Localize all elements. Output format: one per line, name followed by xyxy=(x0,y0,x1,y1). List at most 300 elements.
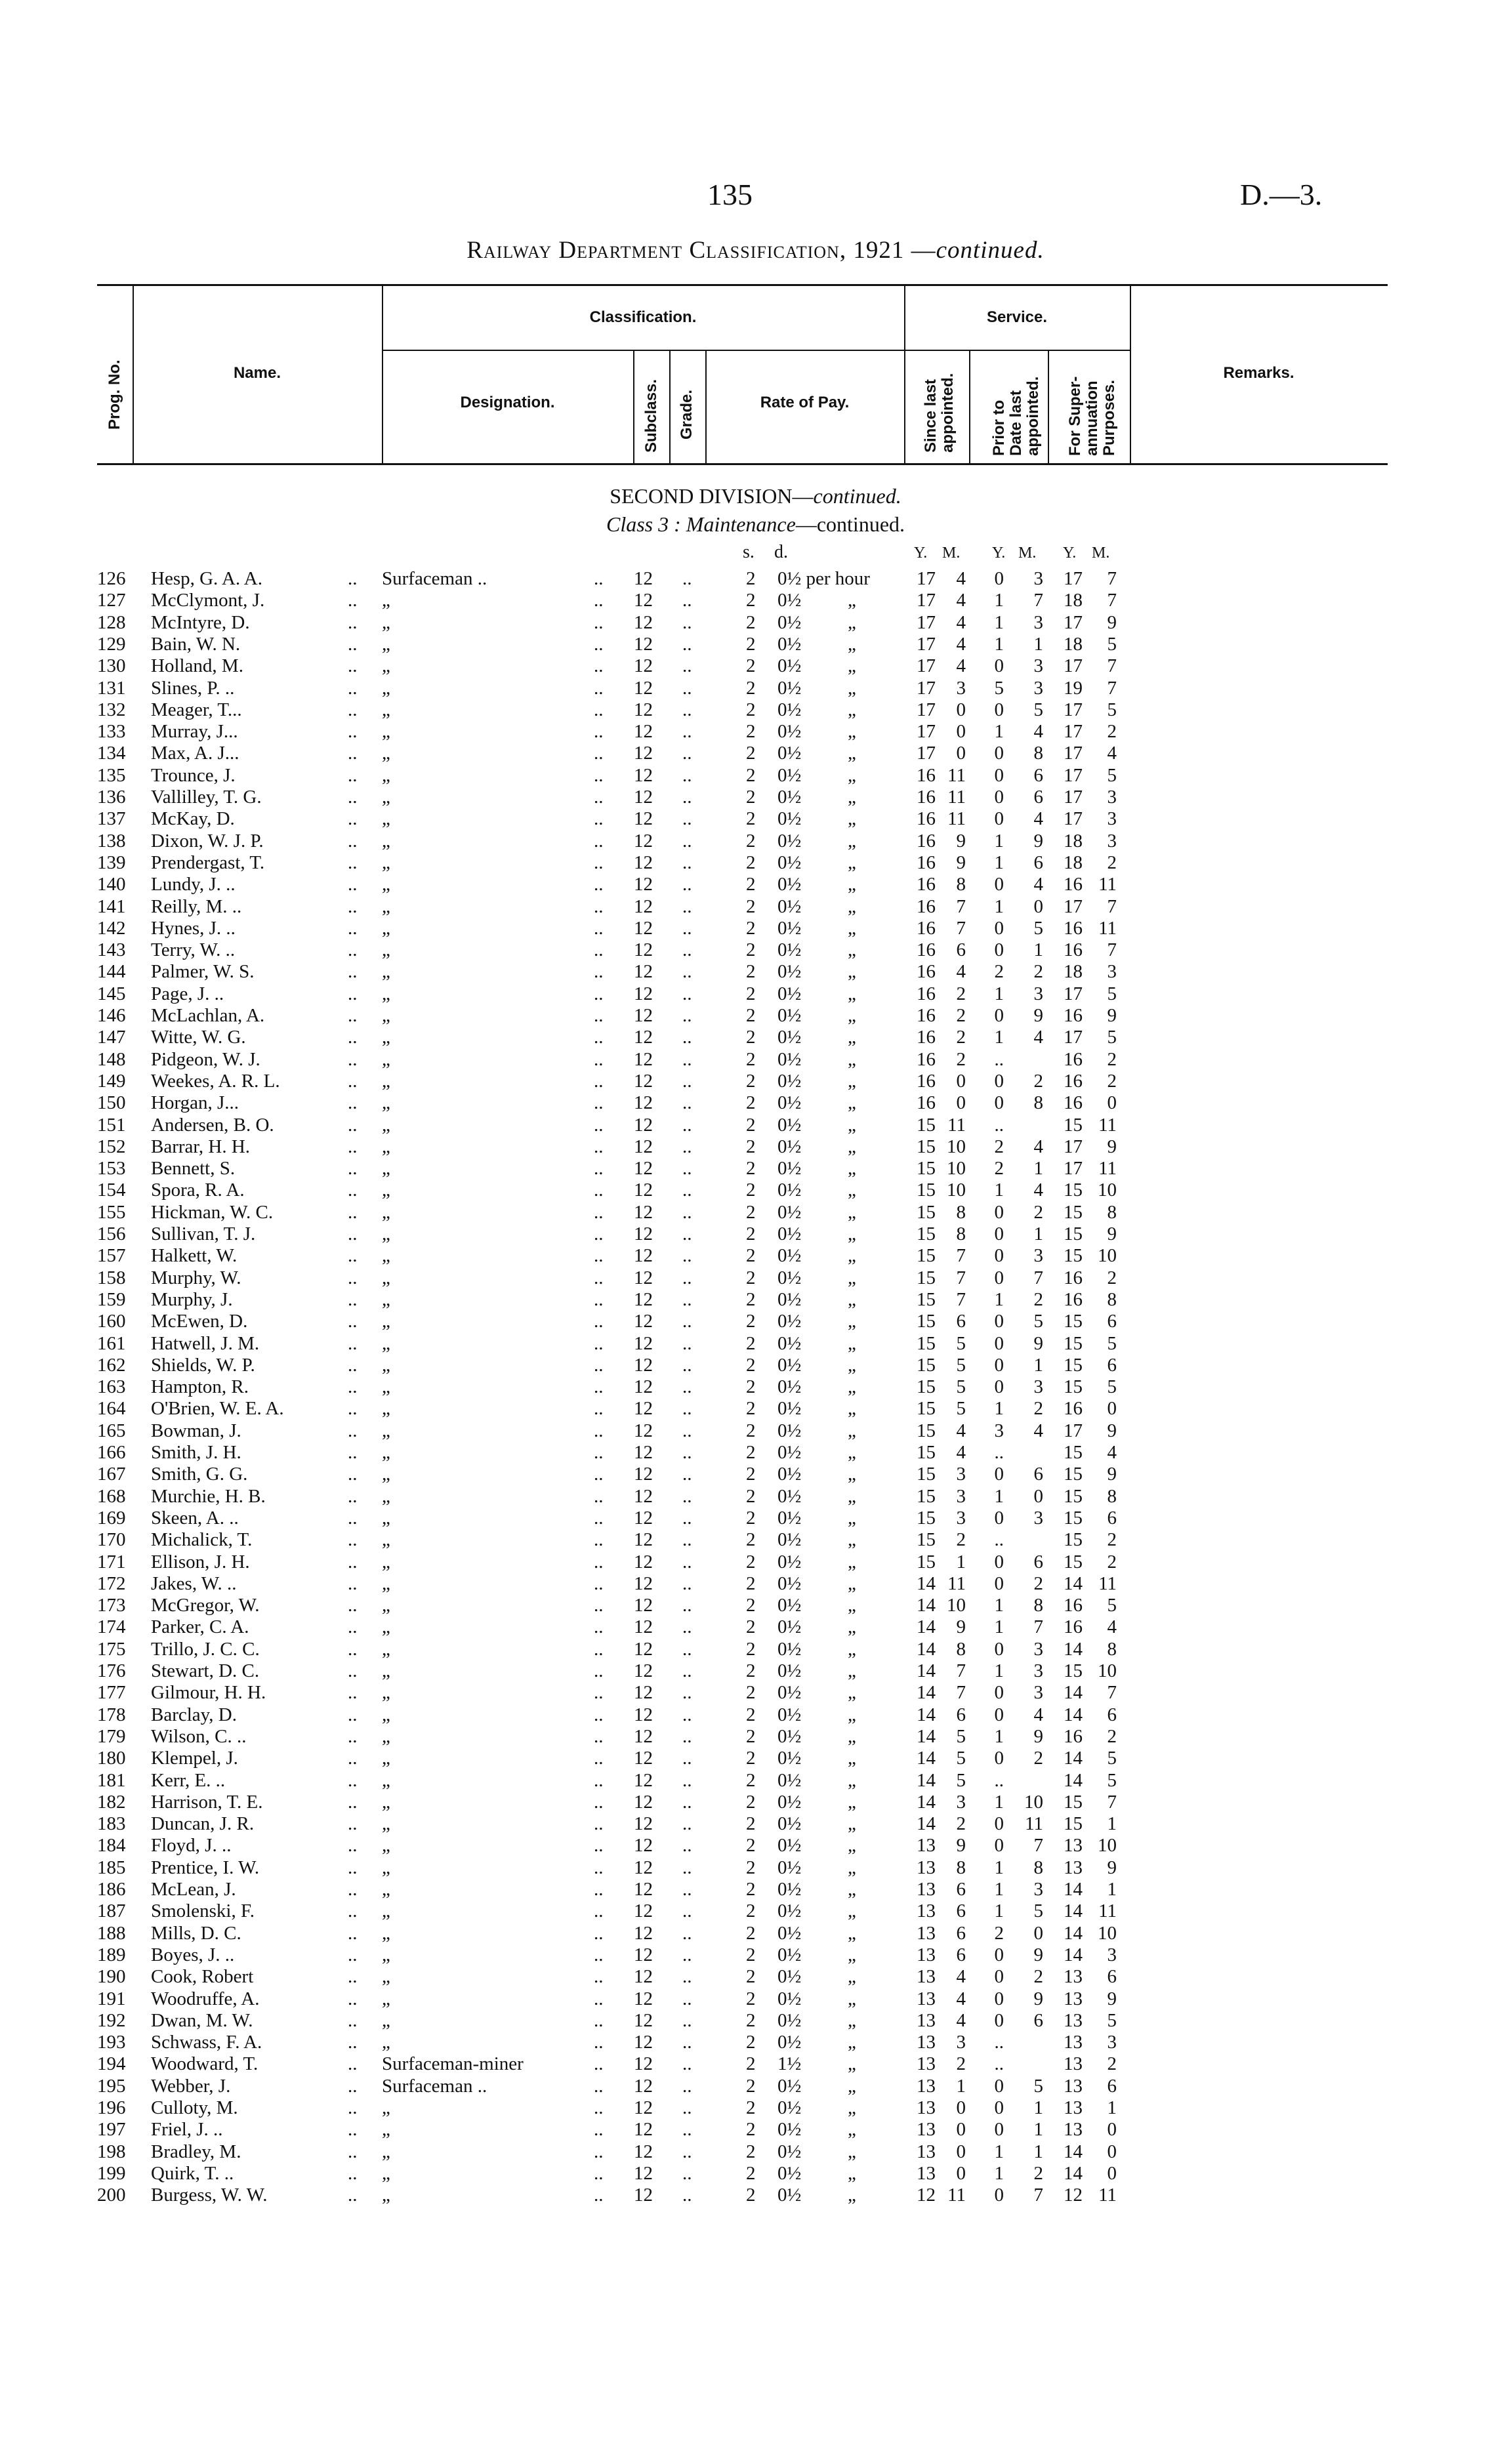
table-row xyxy=(0,1180,1511,1201)
cell-subclass: 12 xyxy=(634,1288,653,1310)
cell-name: Ellison, J. H. xyxy=(151,1551,250,1572)
cell-leader: .. xyxy=(594,1922,604,1944)
cell-rate-pence: 0½ xyxy=(777,1376,802,1398)
cell-leader: .. xyxy=(682,2162,692,2184)
cell-prior-months: 1 xyxy=(1033,2141,1043,2162)
cell-super-years: 15 xyxy=(1064,1813,1083,1835)
cell-rate-shillings: 2 xyxy=(746,1988,756,2009)
section-continued: continued. xyxy=(813,484,901,508)
cell-leader: .. xyxy=(348,1070,358,1092)
cell-rate-pence: 0½ xyxy=(777,1070,802,1092)
cell-rate-pence: 0½ xyxy=(777,1158,802,1180)
cell-prog-no: 181 xyxy=(97,1769,126,1791)
cell-rate-shillings: 2 xyxy=(746,1551,756,1572)
table-row xyxy=(0,1027,1511,1048)
cell-rate-shillings: 2 xyxy=(746,2009,756,2031)
header-subclass: Subclass. xyxy=(642,379,660,453)
cell-super-months: 11 xyxy=(1098,1158,1117,1180)
cell-rate-pence: 0½ xyxy=(777,852,802,873)
cell-leader: .. xyxy=(348,699,358,720)
cell-rate-shillings: 2 xyxy=(746,655,756,677)
cell-rate-shillings: 2 xyxy=(746,1158,756,1180)
cell-prior-months: 9 xyxy=(1033,1944,1043,1965)
cell-leader: .. xyxy=(594,1180,604,1201)
cell-leader: .. xyxy=(348,1311,358,1332)
cell-since-months: 7 xyxy=(956,1682,966,1704)
cell-rate-pence: 0½ xyxy=(777,1398,802,1420)
cell-since-years: 16 xyxy=(917,874,936,895)
cell-super-months: 0 xyxy=(1107,1092,1117,1114)
cell-since-months: 7 xyxy=(956,1267,966,1288)
cell-designation: „ xyxy=(382,1660,390,1681)
cell-designation: „ xyxy=(382,1748,390,1769)
cell-prior-months: 3 xyxy=(1033,1507,1043,1529)
cell-subclass: 12 xyxy=(634,1704,653,1725)
cell-since-years: 14 xyxy=(917,1704,936,1725)
cell-since-months: 0 xyxy=(956,699,966,720)
cell-leader: .. xyxy=(594,699,604,720)
cell-prog-no: 193 xyxy=(97,2032,126,2053)
cell-designation: „ xyxy=(382,1595,390,1616)
cell-super-months: 9 xyxy=(1107,1005,1117,1026)
table-row xyxy=(0,2141,1511,2163)
cell-leader: .. xyxy=(594,1354,604,1376)
cell-super-years: 17 xyxy=(1064,655,1083,677)
cell-name: Lundy, J. .. xyxy=(151,874,236,895)
cell-leader: .. xyxy=(348,2119,358,2141)
cell-prog-no: 154 xyxy=(97,1180,126,1201)
header-prog-no: Prog. No. xyxy=(106,359,123,430)
cell-leader: .. xyxy=(594,1572,604,1594)
cell-super-years: 17 xyxy=(1064,787,1083,808)
cell-rate-shillings: 2 xyxy=(746,1223,756,1244)
cell-since-years: 13 xyxy=(917,1966,936,1988)
cell-super-years: 16 xyxy=(1064,917,1083,939)
cell-super-months: 5 xyxy=(1107,699,1117,720)
cell-since-years: 15 xyxy=(917,1354,936,1376)
cell-leader: .. xyxy=(348,1813,358,1835)
cell-name: Bowman, J. xyxy=(151,1420,241,1441)
cell-leader: .. xyxy=(348,1791,358,1813)
cell-super-years: 16 xyxy=(1064,1398,1083,1420)
cell-prior-years: 0 xyxy=(994,1092,1004,1114)
header-designation: Designation. xyxy=(460,394,555,411)
cell-designation: „ xyxy=(382,874,390,895)
cell-leader: .. xyxy=(682,1857,692,1878)
cell-leader: .. xyxy=(682,1114,692,1136)
cell-since-years: 13 xyxy=(917,2119,936,2141)
cell-super-years: 15 xyxy=(1064,1311,1083,1332)
cell-since-years: 15 xyxy=(917,1245,936,1267)
table-row xyxy=(0,1813,1511,1835)
cell-super-years: 12 xyxy=(1064,2185,1083,2206)
cell-leader: .. xyxy=(594,1245,604,1267)
header-remarks: Remarks. xyxy=(1223,364,1294,382)
cell-since-years: 13 xyxy=(917,2162,936,2184)
unit-y1: Y. xyxy=(914,544,928,562)
cell-ditto: „ xyxy=(848,917,856,939)
cell-prior-months: 3 xyxy=(1033,1682,1043,1704)
cell-subclass: 12 xyxy=(634,1529,653,1551)
cell-subclass: 12 xyxy=(634,1572,653,1594)
cell-since-years: 16 xyxy=(917,1092,936,1114)
cell-since-months: 1 xyxy=(956,1551,966,1572)
cell-ditto: „ xyxy=(848,1748,856,1769)
col-divider-since xyxy=(969,350,970,463)
cell-subclass: 12 xyxy=(634,1027,653,1048)
cell-leader: .. xyxy=(594,2075,604,2097)
cell-rate-shillings: 2 xyxy=(746,1725,756,1747)
header-prior-to-date: Prior to Date last appointed. xyxy=(990,376,1042,456)
title-continued: continued. xyxy=(936,237,1045,264)
table-row xyxy=(0,874,1511,895)
cell-since-months: 8 xyxy=(956,1857,966,1878)
cell-super-months: 9 xyxy=(1107,1420,1117,1441)
title-year: , 1921 — xyxy=(839,237,936,264)
cell-prog-no: 168 xyxy=(97,1485,126,1507)
cell-leader: .. xyxy=(348,1748,358,1769)
cell-leader: .. xyxy=(348,1529,358,1551)
cell-since-months: 4 xyxy=(956,1988,966,2009)
cell-ditto: „ xyxy=(848,1464,856,1485)
cell-designation: „ xyxy=(382,1136,390,1157)
cell-prior-years: 1 xyxy=(994,1857,1004,1878)
cell-leader: .. xyxy=(348,1136,358,1157)
cell-since-years: 17 xyxy=(917,699,936,720)
cell-rate-pence: 0½ xyxy=(777,1288,802,1310)
cell-leader: .. xyxy=(594,1704,604,1725)
unit-y3: Y. xyxy=(1063,544,1077,562)
cell-name: McKay, D. xyxy=(151,808,235,830)
cell-rate-pence: 0½ xyxy=(777,1704,802,1725)
cell-designation: „ xyxy=(382,743,390,764)
cell-designation: „ xyxy=(382,1442,390,1463)
cell-since-months: 0 xyxy=(956,1092,966,1114)
cell-name: Murray, J... xyxy=(151,721,238,743)
cell-since-months: 7 xyxy=(956,917,966,939)
cell-leader: .. xyxy=(682,852,692,873)
cell-prior-years: 1 xyxy=(994,1485,1004,1507)
cell-since-years: 13 xyxy=(917,1922,936,1944)
cell-leader: .. xyxy=(682,1288,692,1310)
cell-leader: .. xyxy=(348,677,358,699)
cell-leader: .. xyxy=(594,764,604,786)
cell-ditto: „ xyxy=(848,1332,856,1354)
cell-leader: .. xyxy=(594,1529,604,1551)
unit-m2: M. xyxy=(1018,544,1037,562)
cell-since-years: 17 xyxy=(917,590,936,611)
cell-rate-shillings: 2 xyxy=(746,1900,756,1922)
cell-ditto: „ xyxy=(848,590,856,611)
cell-name: Floyd, J. .. xyxy=(151,1835,232,1857)
table-row xyxy=(0,1551,1511,1573)
cell-designation: „ xyxy=(382,721,390,743)
cell-super-years: 17 xyxy=(1064,1027,1083,1048)
cell-since-years: 15 xyxy=(917,1376,936,1398)
cell-name: Gilmour, H. H. xyxy=(151,1682,266,1704)
table-row xyxy=(0,1223,1511,1245)
cell-subclass: 12 xyxy=(634,1114,653,1136)
cell-ditto: „ xyxy=(848,1267,856,1288)
cell-subclass: 12 xyxy=(634,1966,653,1988)
cell-prior-years: 0 xyxy=(994,939,1004,961)
cell-leader: .. xyxy=(594,1288,604,1310)
cell-leader: .. xyxy=(348,874,358,895)
cell-prior-years: 0 xyxy=(994,787,1004,808)
cell-since-years: 12 xyxy=(917,2185,936,2206)
table-row xyxy=(0,634,1511,655)
cell-leader: .. xyxy=(594,1616,604,1638)
cell-rate-pence: 0½ xyxy=(777,1748,802,1769)
class-heading xyxy=(0,512,1511,537)
cell-since-years: 14 xyxy=(917,1660,936,1681)
cell-prior-years: 0 xyxy=(994,1005,1004,1026)
cell-rate-shillings: 2 xyxy=(746,2162,756,2184)
cell-prior-months: 1 xyxy=(1033,1158,1043,1180)
cell-prog-no: 167 xyxy=(97,1464,126,1485)
cell-rate-pence: 0½ xyxy=(777,1813,802,1835)
cell-leader: .. xyxy=(348,1725,358,1747)
cell-name: Klempel, J. xyxy=(151,1748,238,1769)
cell-leader: .. xyxy=(348,1595,358,1616)
cell-since-years: 13 xyxy=(917,1857,936,1878)
cell-super-months: 6 xyxy=(1107,1704,1117,1725)
cell-prior-years: 0 xyxy=(994,1070,1004,1092)
cell-since-years: 16 xyxy=(917,961,936,983)
cell-since-months: 6 xyxy=(956,1704,966,1725)
cell-designation: „ xyxy=(382,1857,390,1878)
cell-rate-shillings: 2 xyxy=(746,1507,756,1529)
cell-rate-shillings: 2 xyxy=(746,633,756,655)
cell-subclass: 12 xyxy=(634,1442,653,1463)
cell-leader: .. xyxy=(682,983,692,1004)
cell-subclass: 12 xyxy=(634,983,653,1004)
cell-subclass: 12 xyxy=(634,1332,653,1354)
cell-super-years: 16 xyxy=(1064,1595,1083,1616)
cell-designation: „ xyxy=(382,939,390,961)
cell-name: Webber, J. xyxy=(151,2075,231,2097)
cell-subclass: 12 xyxy=(634,1048,653,1070)
cell-super-months: 8 xyxy=(1107,1638,1117,1660)
cell-designation: „ xyxy=(382,2119,390,2141)
cell-ditto: „ xyxy=(848,874,856,895)
cell-prior-years: 2 xyxy=(994,1922,1004,1944)
cell-designation: „ xyxy=(382,1725,390,1747)
cell-since-months: 0 xyxy=(956,1070,966,1092)
cell-subclass: 12 xyxy=(634,1245,653,1267)
cell-super-years: 15 xyxy=(1064,1180,1083,1201)
cell-since-months: 9 xyxy=(956,1835,966,1857)
cell-super-months: 3 xyxy=(1107,1944,1117,1965)
cell-since-months: 4 xyxy=(956,1420,966,1441)
cell-super-years: 16 xyxy=(1064,1048,1083,1070)
table-top-rule xyxy=(97,284,1388,286)
cell-rate-shillings: 2 xyxy=(746,721,756,743)
unit-y2: Y. xyxy=(992,544,1006,562)
cell-since-months: 7 xyxy=(956,1288,966,1310)
table-row xyxy=(0,831,1511,852)
cell-leader: .. xyxy=(682,1070,692,1092)
cell-super-years: 17 xyxy=(1064,983,1083,1004)
cell-super-months: 5 xyxy=(1107,1027,1117,1048)
cell-leader: .. xyxy=(348,1988,358,2009)
cell-leader: .. xyxy=(682,611,692,633)
cell-prog-no: 200 xyxy=(97,2185,126,2206)
cell-leader: .. xyxy=(682,1769,692,1791)
cell-since-months: 8 xyxy=(956,1223,966,1244)
cell-prior-years: 0 xyxy=(994,1245,1004,1267)
cell-rate-shillings: 2 xyxy=(746,2097,756,2118)
cell-since-months: 7 xyxy=(956,1245,966,1267)
cell-leader: .. xyxy=(348,1769,358,1791)
cell-name: Jakes, W. .. xyxy=(151,1572,237,1594)
cell-name: Dixon, W. J. P. xyxy=(151,830,264,852)
cell-leader: .. xyxy=(594,1092,604,1114)
table-row xyxy=(0,1267,1511,1289)
cell-super-years: 13 xyxy=(1064,2119,1083,2141)
cell-prior-years: 1 xyxy=(994,895,1004,917)
cell-leader: .. xyxy=(682,568,692,589)
cell-rate-pence: 0½ xyxy=(777,1572,802,1594)
cell-leader: .. xyxy=(348,1398,358,1420)
cell-ditto: „ xyxy=(848,1442,856,1463)
cell-leader: .. xyxy=(594,1332,604,1354)
cell-ditto: „ xyxy=(848,1245,856,1267)
cell-rate-shillings: 2 xyxy=(746,2053,756,2075)
cell-since-years: 13 xyxy=(917,2097,936,2118)
cell-ditto: „ xyxy=(848,633,856,655)
cell-since-years: 15 xyxy=(917,1398,936,1420)
cell-prior-years: 1 xyxy=(994,1595,1004,1616)
cell-subclass: 12 xyxy=(634,874,653,895)
cell-since-months: 4 xyxy=(956,568,966,589)
cell-prior-months: 2 xyxy=(1033,1572,1043,1594)
cell-prog-no: 179 xyxy=(97,1725,126,1747)
cell-since-years: 15 xyxy=(917,1223,936,1244)
cell-leader: .. xyxy=(594,1070,604,1092)
cell-rate-pence: 0½ xyxy=(777,961,802,983)
cell-name: Harrison, T. E. xyxy=(151,1791,263,1813)
cell-prior-years: 0 xyxy=(994,808,1004,830)
cell-leader: .. xyxy=(682,1507,692,1529)
cell-prior-months: 5 xyxy=(1033,1311,1043,1332)
cell-since-months: 11 xyxy=(947,1114,966,1136)
header-grade: Grade. xyxy=(678,389,695,440)
cell-leader: .. xyxy=(348,1201,358,1223)
cell-leader: .. xyxy=(682,1595,692,1616)
cell-since-years: 13 xyxy=(917,2075,936,2097)
cell-name: Andersen, B. O. xyxy=(151,1114,274,1136)
table-row xyxy=(0,721,1511,743)
cell-name: Duncan, J. R. xyxy=(151,1813,255,1835)
cell-since-years: 14 xyxy=(917,1769,936,1791)
cell-leader: .. xyxy=(348,1485,358,1507)
cell-subclass: 12 xyxy=(634,1551,653,1572)
cell-subclass: 12 xyxy=(634,1354,653,1376)
cell-ditto: „ xyxy=(848,1354,856,1376)
table-row xyxy=(0,1748,1511,1769)
cell-leader: .. xyxy=(594,1595,604,1616)
table-row xyxy=(0,655,1511,677)
cell-rate-shillings: 2 xyxy=(746,1354,756,1376)
cell-rate-pence: 0½ xyxy=(777,611,802,633)
cell-leader: .. xyxy=(682,808,692,830)
cell-leader: .. xyxy=(348,2162,358,2184)
cell-designation: „ xyxy=(382,1988,390,2009)
cell-name: Hatwell, J. M. xyxy=(151,1332,260,1354)
cell-super-years: 15 xyxy=(1064,1442,1083,1463)
cell-prior-years: 0 xyxy=(994,1464,1004,1485)
cell-prior-months: 7 xyxy=(1033,1616,1043,1638)
cell-ditto: „ xyxy=(848,808,856,830)
cell-leader: .. xyxy=(682,2053,692,2075)
col-divider-subclass xyxy=(669,350,671,463)
cell-subclass: 12 xyxy=(634,1900,653,1922)
cell-since-years: 15 xyxy=(917,1311,936,1332)
cell-subclass: 12 xyxy=(634,1005,653,1026)
cell-super-months: 7 xyxy=(1107,939,1117,961)
cell-leader: .. xyxy=(682,1376,692,1398)
cell-rate-shillings: 2 xyxy=(746,1267,756,1288)
cell-rate-pence: 0½ xyxy=(777,1354,802,1376)
cell-subclass: 12 xyxy=(634,743,653,764)
cell-ditto: „ xyxy=(848,1944,856,1965)
cell-prior-months: 1 xyxy=(1033,2119,1043,2141)
cell-leader: .. xyxy=(594,1879,604,1900)
cell-super-months: 2 xyxy=(1107,852,1117,873)
cell-prior-years: 1 xyxy=(994,983,1004,1004)
cell-rate-shillings: 2 xyxy=(746,1288,756,1310)
cell-name: Skeen, A. .. xyxy=(151,1507,239,1529)
cell-since-years: 15 xyxy=(917,1332,936,1354)
cell-rate-shillings: 2 xyxy=(746,1485,756,1507)
cell-designation: „ xyxy=(382,1769,390,1791)
cell-prior-years: .. xyxy=(994,1048,1004,1070)
cell-leader: .. xyxy=(594,2162,604,2184)
cell-subclass: 12 xyxy=(634,1485,653,1507)
cell-super-months: 2 xyxy=(1107,2053,1117,2075)
cell-super-months: 10 xyxy=(1098,1660,1117,1681)
cell-ditto: „ xyxy=(848,1769,856,1791)
cell-rate-pence: 0½ xyxy=(777,983,802,1004)
cell-leader: .. xyxy=(348,2032,358,2053)
cell-leader: .. xyxy=(348,808,358,830)
cell-prior-months: 1 xyxy=(1033,2097,1043,2118)
table-row xyxy=(0,743,1511,764)
cell-ditto: „ xyxy=(848,1114,856,1136)
cell-super-years: 13 xyxy=(1064,1966,1083,1988)
cell-subclass: 12 xyxy=(634,1813,653,1835)
cell-leader: .. xyxy=(682,1027,692,1048)
cell-since-months: 10 xyxy=(947,1158,966,1180)
cell-leader: .. xyxy=(682,1572,692,1594)
cell-leader: .. xyxy=(682,2009,692,2031)
cell-super-years: 14 xyxy=(1064,2162,1083,2184)
cell-prior-months: 3 xyxy=(1033,677,1043,699)
cell-leader: .. xyxy=(348,1638,358,1660)
cell-leader: .. xyxy=(348,1180,358,1201)
table-row xyxy=(0,2097,1511,2119)
cell-super-years: 16 xyxy=(1064,1092,1083,1114)
table-row xyxy=(0,1442,1511,1464)
cell-prog-no: 171 xyxy=(97,1551,126,1572)
cell-super-months: 7 xyxy=(1107,590,1117,611)
cell-prior-years: 0 xyxy=(994,1551,1004,1572)
cell-rate-pence: 0½ xyxy=(777,1900,802,1922)
cell-prog-no: 195 xyxy=(97,2075,126,2097)
cell-designation: „ xyxy=(382,2009,390,2031)
cell-prog-no: 137 xyxy=(97,808,126,830)
